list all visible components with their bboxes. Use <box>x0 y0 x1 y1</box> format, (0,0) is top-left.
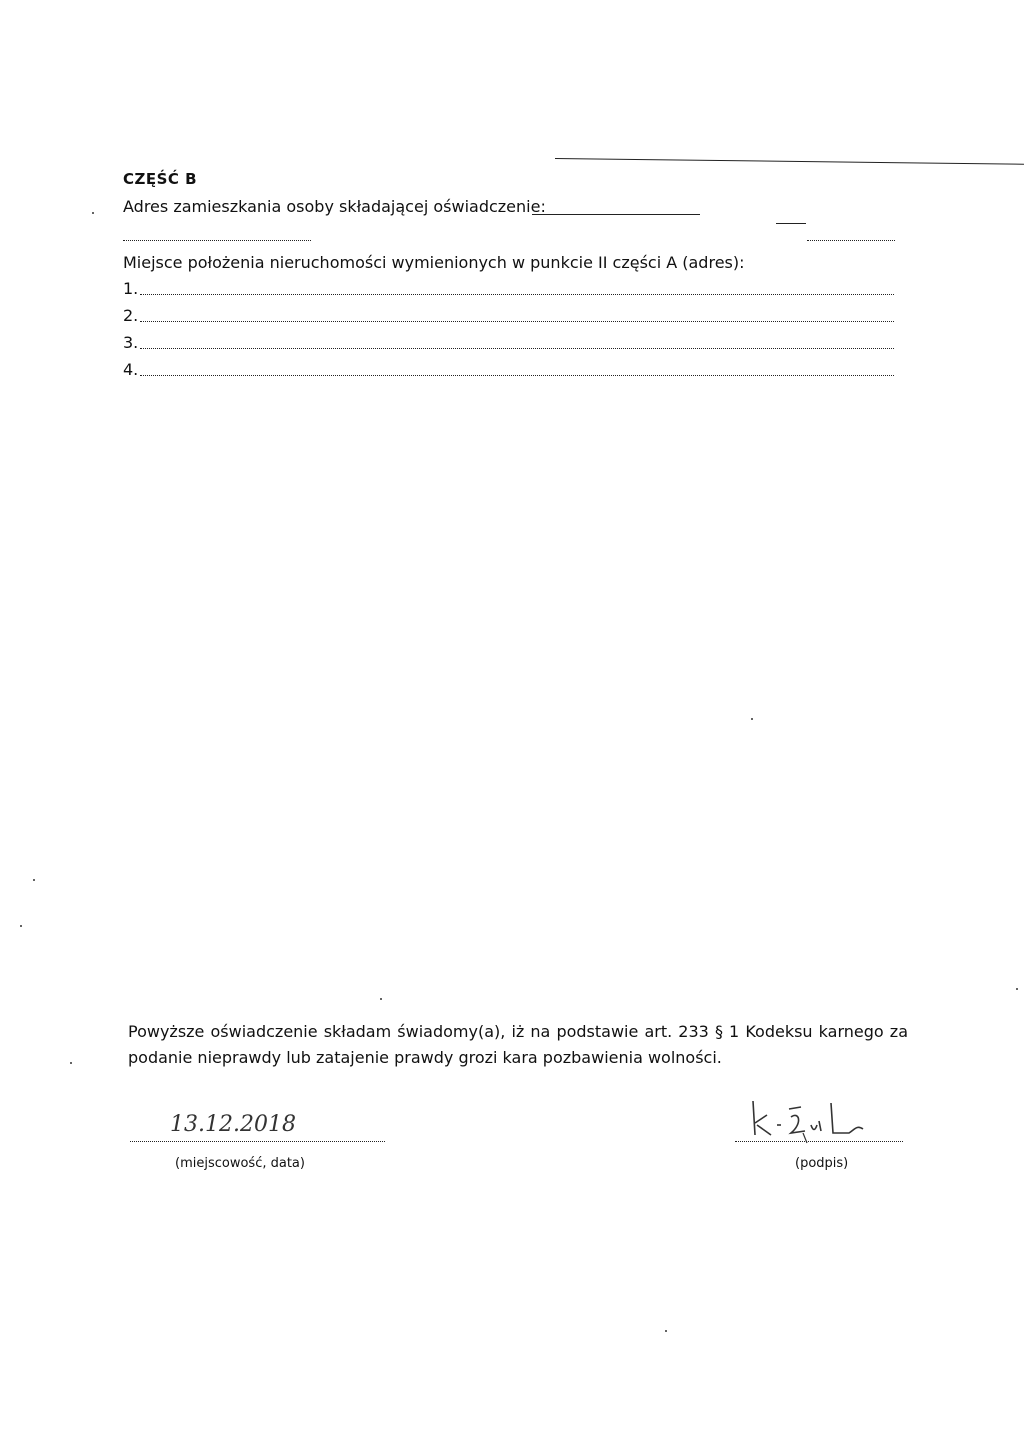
scan-speck <box>751 718 753 720</box>
scan-speck <box>1016 988 1018 990</box>
address-fill-line <box>532 214 700 215</box>
place-date-line <box>130 1141 385 1142</box>
section-heading: CZĘŚĆ B <box>123 170 198 188</box>
address-dots-right <box>807 240 895 241</box>
location-label: Miejsce położenia nieruchomości wymienionych w punkcie II części A (adres): <box>123 253 745 272</box>
declaration-text: Powyższe oświadczenie składam świadomy(a), iż na podstawie art. 233 § 1 Kodeksu karnego za podanie nieprawdy lub zatajenie prawdy grozi kara pozbawienia wolności. <box>128 1022 908 1067</box>
location-item-number: 3. <box>123 333 139 352</box>
address-dots-left <box>123 240 311 241</box>
address-label: Adres zamieszkania osoby składającej oświadczenie: <box>123 197 546 216</box>
scan-line <box>555 158 1024 165</box>
location-item-number: 2. <box>123 306 139 325</box>
location-item-number: 4. <box>123 360 139 379</box>
location-item-line <box>140 375 894 376</box>
scan-speck <box>33 879 35 881</box>
location-item-line <box>140 321 894 322</box>
signature-line <box>735 1141 903 1142</box>
location-item-line <box>140 348 894 349</box>
address-dash <box>776 223 806 224</box>
scan-speck <box>20 925 22 927</box>
signature-caption: (podpis) <box>795 1156 849 1171</box>
place-date-caption: (miejscowość, data) <box>175 1156 305 1171</box>
handwritten-date: 13.12.2018 <box>170 1112 296 1137</box>
scan-speck <box>665 1330 667 1332</box>
handwritten-signature <box>745 1095 885 1145</box>
scan-speck <box>92 212 94 214</box>
scan-speck <box>70 1062 72 1064</box>
location-item-line <box>140 294 894 295</box>
scan-speck <box>380 998 382 1000</box>
location-item-number: 1. <box>123 279 139 298</box>
